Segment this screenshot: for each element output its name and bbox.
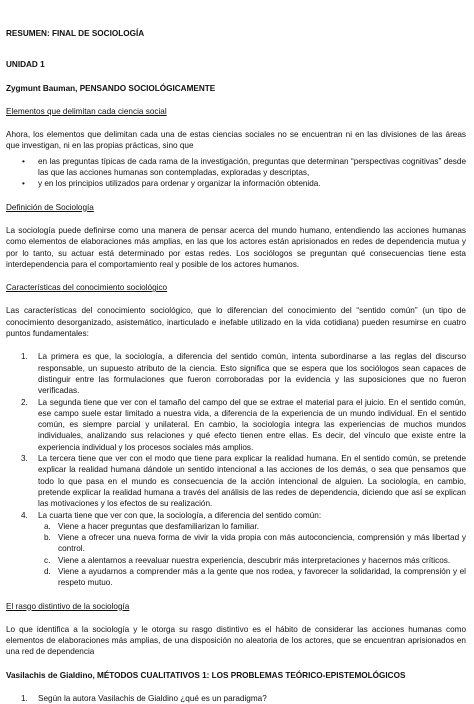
list-item — [22, 178, 466, 189]
paragraph-definicion: La sociología puede definirse como una manera de pensar acerca del mundo humano, entendiendo las acciones humanas como elementos de elaboraciones más amplias, en las que los actores están aprisionados en redes de dependencia mutua y por lo tanto, su actuar está determinado por estas redes. Los sociólogos se preguntan qué consecuencias tiene esta interdependencia para el comportamiento real y posible de los actores humanos. — [6, 225, 466, 269]
list-item — [21, 510, 466, 589]
list-number: 3. — [21, 454, 28, 464]
list-letter: a. — [44, 521, 51, 531]
list-item — [21, 453, 466, 509]
question-list — [6, 693, 466, 704]
section-heading-definicion: Definición de Sociología — [6, 202, 94, 212]
list-letter: d. — [44, 566, 51, 576]
section-heading-rasgo: El rasgo distintivo de la sociología — [6, 601, 130, 611]
sub-list-item — [44, 555, 466, 566]
sub-list-item-text: Viene a ayudarnos a comprender más a la gente que nos rodea, y favorecer la solidaridad, la comprensión y el respeto mutuo. — [58, 566, 466, 588]
question-item — [21, 693, 466, 704]
list-number: 1. — [21, 694, 28, 704]
sub-list-item — [44, 566, 466, 589]
section-heading-vasilachis: Vasilachis de Gialdino, MÉTODOS CUALITATIVOS 1: LOS PROBLEMAS TEÓRICO-EPISTEMOLÓGICOS — [6, 670, 406, 680]
list-item-text: La tercera tiene que ver con el modo que tiene para explicar la realidad humana. En el sentido común, se pretende explicar la realidad humana dándole un sentido intencional a las acciones de los demás, o sea que pensamos que todo lo que pasa en el mundo es consecuencia de la acción intencional de alguien. La sociología, en cambio, pretende explicar la realidad humana a través del análisis de las redes de dependencia, diciendo que así se explican las motivaciones y los efectos de su realización. — [38, 454, 466, 509]
document-title: RESUMEN: FINAL DE SOCIOLOGÍA — [6, 29, 145, 38]
paragraph-rasgo: Lo que identifica a la sociología y le otorga su rasgo distintivo es el hábito de considerar las acciones humanas como elementos de elaboraciones más amplias, de una disposición no aleatoria de los actores, que se encuentran aprisionados en una red de dependencia — [6, 624, 466, 657]
bullet-list-elementos — [6, 156, 466, 190]
list-item-text: La cuarta tiene que ver con que, la sociología, a diferencia del sentido común: — [38, 510, 322, 520]
list-number: 2. — [21, 397, 28, 407]
section-heading-elementos: Elementos que delimitan cada ciencia social — [6, 106, 167, 116]
sub-list-cuarta — [38, 521, 466, 589]
section-heading-caracteristicas: Características del conocimiento sociológico — [6, 283, 168, 293]
list-letter: c. — [44, 555, 51, 565]
bullet-icon: • — [22, 179, 25, 189]
list-number: 1. — [21, 352, 28, 362]
list-number: 4. — [21, 510, 28, 520]
paragraph-caracteristicas-intro: Las características del conocimiento sociológico, que lo diferencian del conocimiento del “sentido común” (un tipo de conocimiento desorganizado, asistemático, inarticulado e inefable utilizado en la vida cotidiana) pueden resumirse en cuatro puntos fundamentales: — [6, 306, 466, 339]
list-item — [22, 156, 466, 179]
list-item — [21, 397, 466, 453]
unit-heading: UNIDAD 1 — [6, 60, 45, 70]
sub-list-item-text: Viene a alentarnos a reevaluar nuestra experiencia, descubrir más interpretaciones y hacernos más críticos. — [58, 555, 451, 565]
author-heading: Zygmunt Bauman, PENSANDO SOCIOLÓGICAMENTE — [6, 83, 216, 93]
list-item — [21, 351, 466, 396]
list-item-text: La segunda tiene que ver con el tamaño del campo del que se extrae el material para el juicio. En el sentido común, ese campo suele estar limitado a nuestra vida, a diferencia de la experiencia de un mundo individual. En el sentido común, es siempre parcial y unilateral. En cambio, la sociología integra las experiencias de muchos mundos individuales, analizando sus relaciones y qué efecto tienen entre ellas. Es decir, del vínculo que existe entre la experiencia individual y los procesos sociales más amplios. — [38, 397, 466, 452]
list-letter: b. — [44, 533, 51, 543]
sub-list-item-text: Viene a ofrecer una nueva forma de vivir la vida propia con más autoconciencia, comprensión y más libertad y control. — [58, 533, 466, 554]
bullet-icon: • — [22, 156, 25, 166]
paragraph-elementos-intro: Ahora, los elementos que delimitan cada una de estas ciencias sociales no se encuentran ni en las divisiones de las áreas que investigan, ni en las propias prácticas, sino que — [6, 130, 466, 151]
list-item-text: y en los principios utilizados para ordenar y organizar la información obtenida. — [38, 179, 321, 189]
list-item-text: en las preguntas típicas de cada rama de la investigación, preguntas que determinan “perspectivas cognitivas” desde las que las acciones humanas son contempladas, exploradas y descriptas, — [38, 156, 466, 178]
list-item-text: La primera es que, la sociología, a diferencia del sentido común, intenta subordinarse a las reglas del discurso responsable, un supuesto atributo de la ciencia. Esto significa que se espera que los sociólogos sean capaces de distinguir entre las formulaciones que fueron corroboradas por la evidencia y las suposiciones que no fueron verificadas. — [38, 352, 466, 396]
sub-list-item-text: Viene a hacer preguntas que desfamiliarizan lo familiar. — [58, 521, 260, 531]
sub-list-item — [44, 532, 466, 555]
numbered-list-caracteristicas — [6, 351, 466, 588]
question-text: Según la autora Vasilachis de Gialdino ¿qué es un paradigma? — [38, 694, 267, 704]
sub-list-item — [44, 521, 466, 532]
